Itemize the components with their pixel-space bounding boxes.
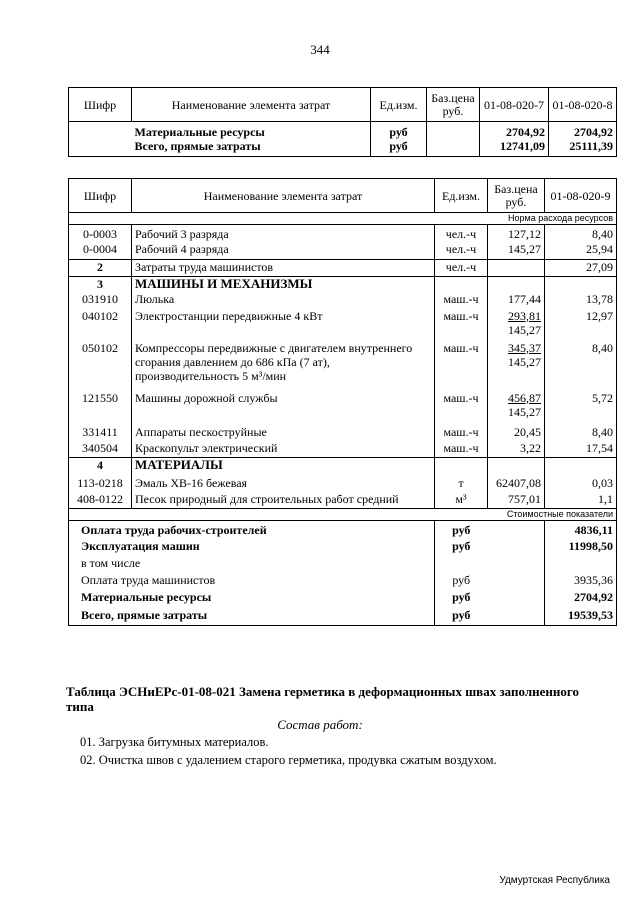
summary-value: 4836,11: [545, 521, 617, 539]
section-subtitle: Состав работ:: [277, 717, 363, 732]
summary-value: [545, 556, 617, 573]
summary-value: 2704,92: [545, 590, 617, 608]
row-code: 331411: [69, 425, 132, 441]
row-unit: м³: [455, 491, 467, 506]
summary-value: 11998,50: [545, 539, 617, 556]
col-price-header: Баз.цена руб.: [427, 88, 480, 122]
summary-unit: [435, 556, 488, 573]
row-unit: руб: [371, 122, 427, 140]
row-unit: маш.-ч: [443, 390, 479, 405]
row-value: 13,78: [545, 292, 617, 309]
row-name: Рабочий 3 разряда: [132, 225, 435, 242]
section-row: [69, 277, 617, 292]
table-row: [69, 425, 617, 441]
summary-row: [69, 556, 617, 573]
row-code: 408-0122: [69, 492, 132, 509]
summary-name: в том числе: [69, 556, 435, 573]
row-name: Песок природный для строительных работ средний: [132, 492, 435, 509]
row-code: 0-0003: [69, 225, 132, 242]
summary-name: Оплата труда машинистов: [69, 573, 435, 590]
row-value: 8,40: [545, 425, 617, 441]
row-name: Эмаль ХВ-16 бежевая: [132, 474, 435, 492]
row-value: 12741,09: [480, 139, 549, 156]
section-row: [69, 458, 617, 474]
row-unit: маш.-ч: [443, 308, 479, 323]
row-code: 031910: [69, 292, 132, 309]
col-name-header: Наименование элемента затрат: [132, 179, 435, 213]
row-price: 293,81: [508, 308, 541, 323]
work-item: 02. Очистка швов с удалением старого герметика, продувка сжатым воздухом.: [80, 753, 497, 767]
table2-header: [69, 179, 617, 213]
work-item: 01. Загрузка битумных материалов.: [80, 735, 269, 749]
row-name: Затраты труда машинистов: [132, 260, 435, 277]
section-title: МАШИНЫ И МЕХАНИЗМЫ: [132, 277, 435, 292]
row-price: 3,22: [488, 441, 545, 458]
row-code: 4: [69, 458, 132, 474]
row-price: 145,27: [488, 242, 545, 260]
summary-name: Эксплуатация машин: [69, 539, 435, 556]
summary-row: [69, 573, 617, 590]
summary-unit: руб: [435, 521, 488, 539]
row-unit: руб: [371, 139, 427, 156]
row-code: 040102: [69, 309, 132, 341]
table-row: [69, 391, 617, 425]
row-code: 050102: [69, 341, 132, 391]
row-code: 3: [69, 277, 132, 292]
row-price: 456,87: [508, 390, 541, 405]
row-unit: чел.-ч: [445, 241, 477, 256]
row-name: Люлька: [132, 292, 435, 309]
col-code-header: Шифр: [69, 179, 132, 213]
table-row: [69, 441, 617, 458]
row-code: 121550: [69, 391, 132, 425]
row-unit: чел.-ч: [445, 227, 477, 241]
col-1-header: 01-08-020-7: [480, 88, 549, 122]
table-row: [69, 474, 617, 492]
summary-name: Всего, прямые затраты: [69, 608, 435, 626]
row-value: 2704,92: [480, 122, 549, 140]
summary-unit: руб: [435, 539, 488, 556]
col-unit-header: Ед.изм.: [371, 88, 427, 122]
row-price: 757,01: [488, 492, 545, 509]
summary-row: [69, 608, 617, 626]
row-unit: т: [458, 475, 464, 490]
row-price: 177,44: [488, 292, 545, 309]
row-name: Машины дорожной службы: [132, 391, 435, 425]
page-number: 344: [310, 42, 330, 57]
summary-unit: руб: [435, 608, 488, 626]
row-value: 25,94: [545, 242, 617, 260]
norm-label: Норма расхода ресурсов: [69, 213, 617, 225]
row-price-secondary: 145,27: [508, 404, 541, 419]
norm-label-row: [69, 213, 617, 225]
summary-value: 19539,53: [545, 608, 617, 626]
row-name: Всего, прямые затраты: [132, 139, 371, 156]
footer-region: Удмуртская Республика: [499, 875, 610, 886]
row-price: 127,12: [488, 225, 545, 242]
cost-label-row: [69, 509, 617, 521]
table-row: [69, 225, 617, 242]
table-row: [69, 492, 617, 509]
cost-label: Стоимостные показатели: [69, 509, 617, 521]
summary-table-1: [68, 87, 617, 157]
col-name-header: Наименование элемента затрат: [132, 88, 371, 122]
row-value: 0,03: [545, 474, 617, 492]
table-row: [69, 139, 617, 156]
summary-name: Оплата труда рабочих-строителей: [69, 521, 435, 539]
table-row: [69, 242, 617, 260]
row-unit: маш.-ч: [443, 340, 479, 355]
row-value: 8,40: [545, 341, 617, 391]
section-title: Таблица ЭСНиЕРс-01-08-021 Замена герметика в деформационных швах заполненного типа: [66, 684, 579, 714]
row-unit: маш.-ч: [443, 424, 479, 439]
row-value: 25111,39: [549, 139, 617, 156]
table-row: [69, 341, 617, 391]
col-price-header: Баз.цена руб.: [488, 179, 545, 213]
table-row: [69, 309, 617, 341]
summary-unit: руб: [435, 573, 488, 590]
row-price: [488, 260, 545, 277]
row-code: 113-0218: [69, 474, 132, 492]
summary-value: 3935,36: [545, 573, 617, 590]
row-unit: чел.-ч: [435, 260, 488, 277]
row-value: 12,97: [545, 309, 617, 341]
row-code: 340504: [69, 441, 132, 458]
row-value: 8,40: [545, 225, 617, 242]
row-price: 20,45: [488, 425, 545, 441]
col-2-header: 01-08-020-8: [549, 88, 617, 122]
row-price: 345,37: [508, 340, 541, 355]
row-value: 17,54: [545, 441, 617, 458]
row-value: 5,72: [545, 391, 617, 425]
col-code-header: Шифр: [69, 88, 132, 122]
table-row: [69, 122, 617, 140]
row-value: 27,09: [545, 260, 617, 277]
summary-row: [69, 521, 617, 539]
summary-row: [69, 590, 617, 608]
row-name: Компрессоры передвижные с двигателем внутреннего сгорания давлением до 686 кПа (7 ат), производительность 5 м³/мин: [132, 341, 435, 391]
row-code: 0-0004: [69, 242, 132, 260]
table-row: [69, 260, 617, 277]
row-unit: маш.-ч: [443, 291, 479, 306]
summary-unit: руб: [435, 590, 488, 608]
row-code: 2: [69, 260, 132, 277]
row-name: Электростанции передвижные 4 кВт: [132, 309, 435, 341]
row-name: Рабочий 4 разряда: [132, 242, 435, 260]
row-value: 2704,92: [549, 122, 617, 140]
summary-name: Материальные ресурсы: [69, 590, 435, 608]
row-price-secondary: 145,27: [508, 322, 541, 337]
row-price: 62407,08: [488, 474, 545, 492]
row-name: Краскопульт электрический: [132, 441, 435, 458]
col-1-header: 01-08-020-9: [545, 179, 617, 213]
summary-row: [69, 539, 617, 556]
row-name: Аппараты пескоструйные: [132, 425, 435, 441]
section-title: МАТЕРИАЛЫ: [132, 458, 435, 474]
col-unit-header: Ед.изм.: [435, 179, 488, 213]
row-price-secondary: 145,27: [508, 354, 541, 369]
row-value: 1,1: [545, 492, 617, 509]
row-unit: маш.-ч: [443, 440, 479, 455]
table-row: [69, 292, 617, 309]
table1-header: [69, 88, 617, 122]
row-name: Материальные ресурсы: [134, 125, 265, 139]
resource-table-2: [68, 178, 617, 626]
